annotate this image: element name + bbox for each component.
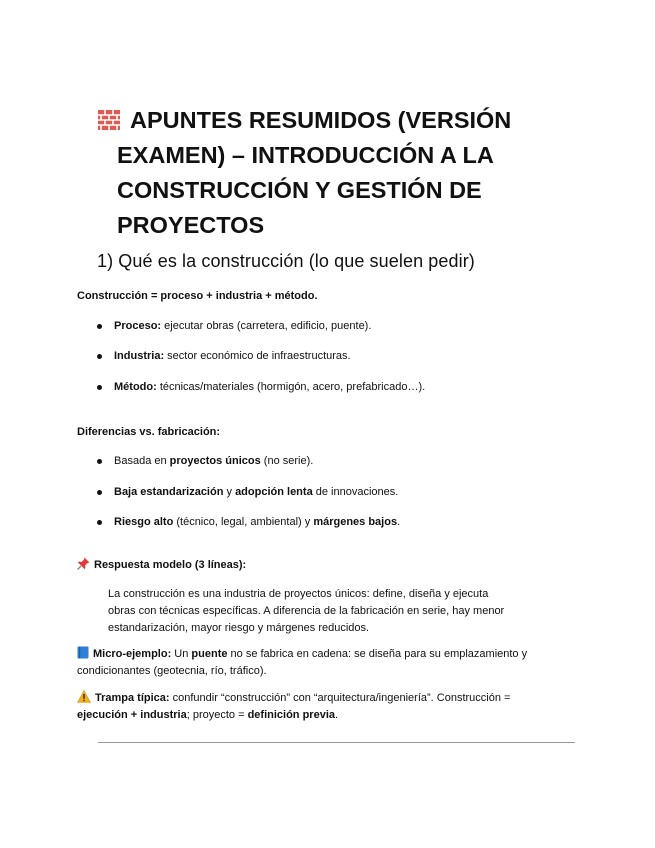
bullet-dot: [97, 520, 102, 525]
bullet-dot: [97, 324, 102, 329]
item-term: Proceso:: [114, 320, 162, 332]
micro-example-text: condicionantes (geotecnia, río, tráfico).: [77, 665, 267, 677]
blue-book-icon: [77, 646, 89, 659]
trap-text: confundir “construcción” con “arquitectura/ingeniería”. Construcción =: [169, 692, 511, 704]
item-term: Método:: [114, 381, 157, 393]
item-text: ejecutar obras (carretera, edificio, puente).: [161, 320, 372, 332]
pushpin-icon: [77, 557, 90, 570]
trap-text: .: [335, 709, 339, 721]
model-answer-text: [108, 586, 528, 637]
micro-example-label: Micro-ejemplo:: [93, 648, 172, 660]
trap-text: ; proyecto =: [186, 709, 248, 721]
item-bold: proyectos únicos: [169, 455, 261, 467]
micro-example: [77, 646, 577, 680]
micro-example-text: no se fabrica en cadena: se diseña para su emplazamiento y: [227, 648, 528, 660]
bullet-dot: [97, 354, 102, 359]
title-line: CONSTRUCCIÓN Y GESTIÓN DE: [117, 177, 482, 203]
item-text: (no serie).: [260, 455, 314, 467]
model-answer-label: Respuesta modelo (3 líneas):: [94, 559, 247, 571]
item-bold: Baja estandarización: [114, 486, 224, 498]
item-bold: adopción lenta: [235, 486, 313, 498]
micro-example-bold: puente: [191, 648, 228, 660]
list-item: [97, 484, 398, 500]
trap-bold: ejecución + industria: [77, 709, 187, 721]
list-item: [97, 379, 425, 395]
item-text: Basada en: [114, 455, 170, 467]
definition-text: Construcción = proceso + industria + método.: [77, 290, 318, 302]
item-bold: Riesgo alto: [114, 516, 174, 528]
item-text: y: [223, 486, 236, 498]
title-line: APUNTES RESUMIDOS (VERSIÓN: [130, 107, 512, 133]
item-text: .: [397, 516, 401, 528]
item-text: sector económico de infraestructuras.: [164, 350, 351, 362]
answer-line: La construcción es una industria de proyectos únicos: define, diseña y ejecuta: [108, 588, 489, 600]
answer-line: estandarización, mayor riesgo y márgenes reducidos.: [108, 622, 370, 634]
bullet-dot: [97, 490, 102, 495]
trap-bold: definición previa: [247, 709, 335, 721]
item-text: técnicas/materiales (hormigón, acero, prefabricado…).: [156, 381, 426, 393]
item-bold: márgenes bajos: [313, 516, 398, 528]
bullet-dot: [97, 459, 102, 464]
list-item: [97, 514, 400, 530]
document-title: [98, 103, 568, 243]
title-line: PROYECTOS: [117, 212, 265, 238]
trap-label: Trampa típica:: [95, 692, 170, 704]
list-item: [97, 348, 351, 364]
answer-line: obras con técnicas específicas. A diferencia de la fabricación en serie, hay menor: [108, 605, 505, 617]
list-item: [97, 453, 313, 469]
title-line: EXAMEN) – INTRODUCCIÓN A LA: [117, 142, 494, 168]
model-answer-heading: [77, 557, 246, 573]
item-text: (técnico, legal, ambiental) y: [173, 516, 314, 528]
list-item: [97, 318, 371, 334]
horizontal-rule: [98, 742, 575, 743]
item-term: Industria:: [114, 350, 165, 362]
warning-icon: [77, 690, 91, 703]
item-text: de innovaciones.: [312, 486, 399, 498]
micro-example-text: Un: [171, 648, 192, 660]
bullet-dot: [97, 385, 102, 390]
section-heading: 1) Qué es la construcción (lo que suelen pedir): [97, 251, 475, 271]
trap-note: [77, 690, 577, 724]
differences-heading: Diferencias vs. fabricación:: [77, 426, 221, 438]
brick-icon: [98, 110, 120, 130]
